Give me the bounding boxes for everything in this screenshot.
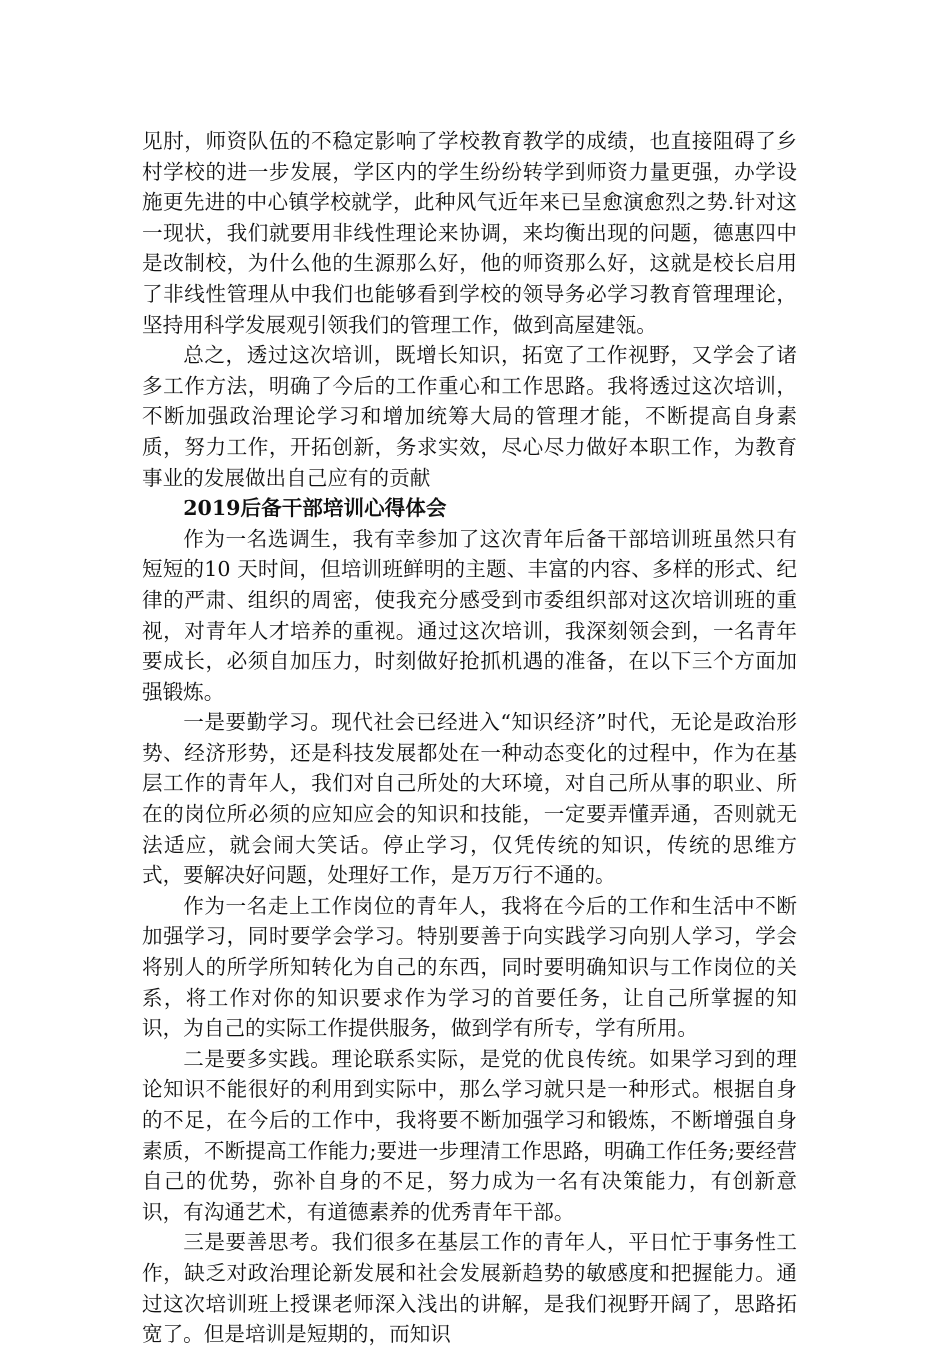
paragraph-study: 一是要勤学习。现代社会已经进入“知识经济”时代，无论是政治形势、经济形势，还是科技发展都处在一种动态变化的过程中，作为在基层工作的青年人，我们对自己所处的大环境，对自己所从事的职业、所在的岗位所必须的应知应会的知识和技能，一定要弄懂弄通，否则就无法适应，就会闹大笑话。停止学习，仅凭传统的知识，传统的思维方式，要解决好问题，处理好工作，是万万行不通的。 bbox=[142, 710, 797, 888]
paragraph-practice: 二是要多实践。理论联系实际，是党的优良传统。如果学习到的理论知识不能很好的利用到实际中，那么学习就只是一种形式。根据自身的不足，在今后的工作中，我将要不断加强学习和锻炼，不断增强自身素质，不断提高工作能力;要进一步理清工作思路，明确工作任务;要经营自己的优势，弥补自身的不足，努力成为一名有决策能力，有创新意识，有沟通艺术，有道德素养的优秀青年干部。 bbox=[142, 1046, 797, 1224]
section-heading: 2019后备干部培训心得体会 bbox=[183, 496, 447, 521]
paragraph-intro: 作为一名选调生，我有幸参加了这次青年后备干部培训班虽然只有短短的10 天时间，但培训班鲜明的主题、丰富的内容、多样的形式、纪律的严肃、组织的周密，使我充分感受到市委组织部对这次培训班的重视，对青年人才培养的重视。通过这次培训，我深刻领会到，一名青年要成长，必须自加压力，时刻做好抢抓机遇的准备，在以下三个方面加强锻炼。 bbox=[142, 526, 797, 704]
document-page bbox=[142, 126, 797, 1350]
paragraph-continuation: 见肘，师资队伍的不稳定影响了学校教育教学的成绩，也直接阻碍了乡村学校的进一步发展，学区内的学生纷纷转学到师资力量更强，办学设施更先进的中心镇学校就学，此种风气近年来已呈愈演愈烈之势.针对这一现状，我们就要用非线性理论来协调，来均衡出现的问题，德惠四中是改制校，为什么他的生源那么好，他的师资那么好，这就是校长启用了非线性管理从中我们也能够看到学校的领导务必学习教育管理理论，坚持用科学发展观引领我们的管理工作，做到高屋建瓴。 bbox=[142, 129, 797, 337]
paragraph-study-continued: 作为一名走上工作岗位的青年人，我将在今后的工作和生活中不断加强学习，同时要学会学习。特别要善于向实践学习向别人学习，学会将别人的所学所知转化为自己的东西，同时要明确知识与工作岗位的关系，将工作对你的知识要求作为学习的首要任务，让自己所掌握的知识，为自己的实际工作提供服务，做到学有所专，学有所用。 bbox=[142, 893, 797, 1041]
paragraph-summary: 总之，透过这次培训，既增长知识，拓宽了工作视野，又学会了诸多工作方法，明确了今后的工作重心和工作思路。我将透过这次培训，不断加强政治理论学习和增加统筹大局的管理才能，不断提高自身素质，努力工作，开拓创新，务求实效，尽心尽力做好本职工作，为教育事业的发展做出自己应有的贡献 bbox=[142, 343, 797, 490]
paragraph-thinking: 三是要善思考。我们很多在基层工作的青年人，平日忙于事务性工作，缺乏对政治理论新发展和社会发展新趋势的敏感度和把握能力。通过这次培训班上授课老师深入浅出的讲解，是我们视野开阔了，思路拓宽了。但是培训是短期的，而知识 bbox=[142, 1230, 797, 1347]
